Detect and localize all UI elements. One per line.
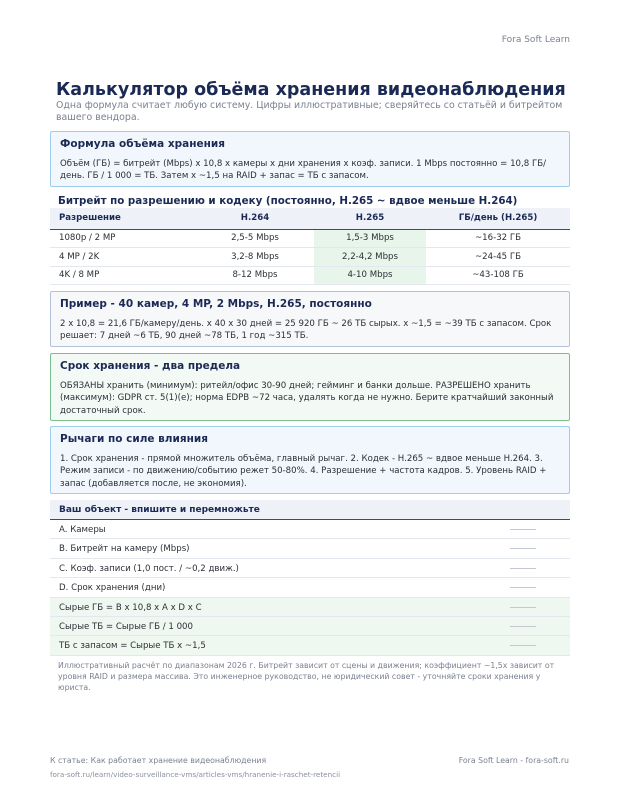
fill-in-blank [510,548,536,549]
calculator-row-label: Сырые ГБ = B x 10,8 x A x D x C [59,602,202,613]
bitrate-table [50,208,570,285]
header-brand: Fora Soft Learn [501,35,570,45]
retention-card [50,353,570,421]
calculator-row [50,617,570,636]
retention-text: ОБЯЗАНЫ хранить (минимум): ритейл/офис 30-90 дней; гейминг и банки дольше. РАЗРЕШЕНО хранить (максимум): GDPR ст. 5(1)(e); норма EDPB ~72 часа, удалять когда не нужно. Берите кратчайший законный достаточный срок. [60,381,554,416]
example-title: Пример - 40 камер, 4 MP, 2 Mbps, H.265, постоянно [60,298,372,310]
fill-in-blank [510,568,536,569]
fill-in-blank [510,607,536,608]
calculator-row [50,539,570,558]
levers-title: Рычаги по силе влияния [60,433,208,445]
calculator-row-label: D. Срок хранения (дни) [59,583,166,594]
calculator-row-label: A. Камеры [59,525,106,535]
calculator-row-label: ТБ с запасом = Сырые ТБ x ~1,5 [59,641,206,652]
column-header: H.264 [196,208,314,229]
table-cell: 1080p / 2 MP [50,229,196,248]
calculator-row [50,578,570,597]
table-cell: 1,5-3 Mbps [314,229,426,248]
fill-in-blank [510,626,536,627]
page-subtitle: Одна формула считает любую систему. Цифры иллюстративные; сверяйтесь со статьёй и битрейтом вашего вендора. [56,100,563,123]
calculator-title: Ваш объект - впишите и перемножьте [50,500,570,520]
fill-in-blank [510,529,536,530]
table-cell: 8-12 Mbps [196,266,314,285]
table-cell: 2,2-4,2 Mbps [314,248,426,267]
calculator-row [50,520,570,539]
table-cell: ~24-45 ГБ [426,248,570,267]
calculator-row-label: B. Битрейт на камеру (Mbps) [59,544,190,555]
retention-title: Срок хранения - два предела [60,360,241,372]
column-header: Разрешение [50,208,196,229]
table-cell: 3,2-8 Mbps [196,248,314,267]
table-cell: ~43-108 ГБ [426,266,570,285]
calculator-row [50,636,570,655]
table-cell: ~16-32 ГБ [426,229,570,248]
table-cell: 4K / 8 MP [50,266,196,285]
fill-in-blank [510,645,536,646]
table-cell: 4 MP / 2K [50,248,196,267]
levers-text: 1. Срок хранения - прямой множитель объёма, главный рычаг. 2. Кодек - H.265 ~ вдвое меньше H.264. 3. Режим записи - по движению/событию режет 50-80%. 4. Разрешение + частота кадров. 5. Уровень RAID + запас (добавляется после, не экономия). [60,454,547,489]
column-header: ГБ/день (H.265) [426,208,570,229]
table-row [50,266,570,285]
footer-url[interactable]: fora-soft.ru/learn/video-surveillance-vms/articles-vms/hranenie-i-raschet-retencii [50,770,341,779]
calculator-row-label: C. Коэф. записи (1,0 пост. / ~0,2 движ.) [59,563,239,574]
calculator-worksheet [50,520,570,656]
table-cell: 4-10 Mbps [314,266,426,285]
example-text: 2 x 10,8 = 21,6 ГБ/камеру/день. x 40 x 30 дней = 25 920 ГБ ~ 26 ТБ сырых. x ~1,5 = ~39 ТБ с запасом. Срок решает: 7 дней ~6 ТБ, 90 дней ~78 ТБ, 1 год ~315 ТБ. [60,319,552,342]
bitrate-table-label: Битрейт по разрешению и кодеку (постоянно, H.265 ~ вдвое меньше H.264) [58,195,518,207]
formula-card [50,131,570,187]
footnote: Иллюстративный расчёт по диапазонам 2026 г. Битрейт зависит от сцены и движения; коэффициент ~1,5x зависит от уровня RAID и размера массива. Это инженерное руководство, не юридический совет - уточняйте сроки хранения у юриста. [58,661,555,692]
footer-article-link[interactable]: К статье: Как работает хранение видеонаблюдения [50,756,267,765]
table-cell: 2,5-5 Mbps [196,229,314,248]
calculator-row [50,559,570,578]
example-card [50,291,570,347]
bitrate-table-header [50,208,570,229]
table-row [50,229,570,248]
formula-text: Объём (ГБ) = битрейт (Mbps) x 10,8 x камеры x дни хранения x коэф. записи. 1 Mbps постоянно = 10,8 ГБ/день. ГБ / 1 000 = ТБ. Затем x ~1,5 на RAID + запас = ТБ с запасом. [60,159,546,182]
calculator-row-label: Сырые ТБ = Сырые ГБ / 1 000 [59,621,193,632]
page-title: Калькулятор объёма хранения видеонаблюдения [56,80,566,100]
footer-brand: Fora Soft Learn - fora-soft.ru [458,756,569,765]
levers-card [50,426,570,494]
fill-in-blank [510,587,536,588]
column-header: H.265 [314,208,426,229]
table-row [50,248,570,267]
formula-title: Формула объёма хранения [60,138,225,150]
calculator-row [50,598,570,617]
